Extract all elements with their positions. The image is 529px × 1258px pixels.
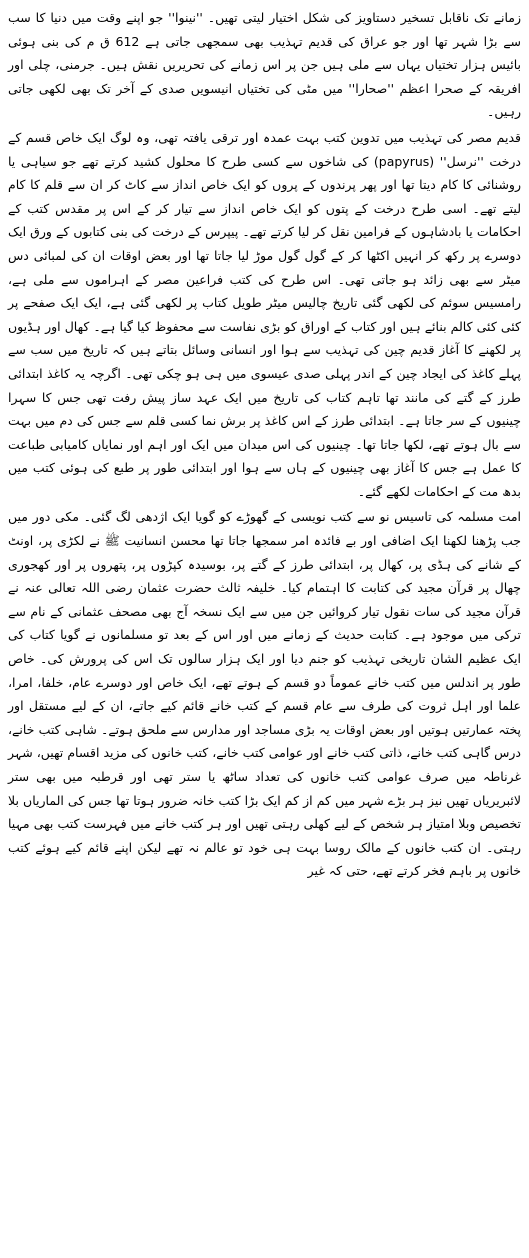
paragraph-clay-tablets: زمانے تک ناقابل تسخیر دستاویز کی شکل اختیار لیتی تھیں۔ ''نینوا'' جو اپنے وقت میں دنیا کا سب سے بڑا شہر تھا اور جو عراق کی قدیم تہذیب بھی سمجھی جاتی ہے 612 ق م کی بنی ہوئی بائیس ہزار تختیاں یہاں سے ملی ہیں جن پر اس زمانے کی تحریریں نقش ہیں۔ جرمنی، چلی اور افریقہ کے صحرا اعظم ''صحارا'' میں مٹی کی تختیاں انیسویں صدی کے آخر تک بھی لکھی جاتی رہیں۔ <box>8 10 521 120</box>
paragraph-egypt-china: قدیم مصر کی تہذیب میں تدوین کتب بہت عمدہ اور ترقی یافتہ تھی، وہ لوگ ایک خاص قسم کے درخت ''نرسل'' (papyrus) کی شاخوں سے کسی طرح کا محلول کشید کرتے تھے جو سیاہی یا روشنائی کا کام دیتا تھا اور پھر پرندوں کے پروں کو ایک خاص انداز سے کاٹ کر ان سے قلم کا کام لیتے تھے۔ اسی طرح درخت کے پتوں کو ایک خاص انداز سے تیار کر کے اس پر مقدس کتب کے احکامات یا بادشاہوں کے فرامین نقل کر لیا کرتے تھے۔ پیپرس کے درخت کی بنی کتابوں کے ورق ایک دوسرے پر رکھ کر انہیں اکٹھا کر کے گول گول موڑ لیا جاتا تھا اور بعض اوقات ان کی لمبائی دس میٹر سے بھی زائد ہو جاتی تھی۔ اس طرح کی کتب فراعین مصر کے اہراموں سے ملی ہے، رامسیس سوئم کی لکھی گئی تاریخ چالیس میٹر طویل کتاب پر لکھی گئی ہے، ایک ایک صفحے پر کئی کئی کالم بنائے ہیں اور کتاب کے اوراق کو بڑی نفاست سے محفوظ کیا گیا ہے۔ کھال اور ہڈیوں پر لکھنے کا آغاز قدیم چین کی تہذیب سے ہوا اور انسانی وسائل بتاتے ہیں کہ تاریخ میں سب سے پہلے کاغذ کی ایجاد چین کے اندر پہلی صدی عیسوی میں ہی ہو چکی تھی۔ اگرچہ یہ کاغذ ابتدائی طرز کے گتے کی مانند تھا تاہم کتاب کی تاریخ میں ایک عہد ساز پیش رفت تھی جس کا سہرا چینیوں کے سر جاتا ہے۔ ابتدائی طرز کے اس کاغذ پر برش نما کسی قلم سے جس کی دم میں بہت سے بال ہوتے تھے، لکھا جاتا تھا۔ چینیوں کی اس میدان میں ایک اور اہم اور نمایاں کامیابی طباعت کا عمل ہے جس کا آغاز بھی چینیوں کے ہاں سے ہوا اور ابتدائی طور پر طبع کی ہوئی کتب میں بدھ مت کے احکامات لکھے گئے۔ <box>8 129 521 499</box>
paragraph-muslim-libraries: امت مسلمہ کی تاسیس نو سے کتب نویسی کے گھوڑے کو گویا ایک اژدھی لگ گئی۔ مکی دور میں جب پڑھنا لکھنا ایک اضافی اور بے فائدہ امر سمجھا جاتا تھا محسن انسانیت ﷺ نے لکڑی پر، اونٹ کے شانے کی ہڈی پر، کھال پر، ابتدائی طرز کے گتے پر، بوسیدہ کپڑوں پر، پتھروں پر اور کھجوری چھال پر قرآن مجید کی کتابت کا اہتمام کیا۔ خلیفہ ثالث حضرت عثمان رضی اللہ تعالی عنہ نے قرآن مجید کی سات نقول تیار کروائیں جن میں سے ایک نسخہ آج بھی مصحف عثمانی کے نام سے ترکی میں موجود ہے۔ کتابت حدیث کے زمانے میں اور اس کے بعد تو مسلمانوں نے گویا کتاب کی ایک عظیم الشان تاریخی تہذیب کو جنم دیا اور ایک ہزار سالوں تک اس کی پرورش کی۔ خاص طور پر اندلس میں کتب خانے عموماً دو قسم کے ہوتے تھے، ایک خاص اور دوسرے عام، خلفا، امرا، علما اور اہل ثروت کی طرف سے عام قسم کے کتب خانے قائم کیے جاتے، ان کے لیے مستقل اور پختہ عمارتیں ہوتیں اور بعض اوقات یہ بڑی مساجد اور مدارس سے ملحق ہوتے۔ شاہی کتب خانے، درس گاہی کتب خانے، ذاتی کتب خانے اور عوامی کتب خانے، کتب خانوں کی مزید اقسام تھیں، شہر غرناطہ میں صرف عوامی کتب خانوں کی تعداد ساٹھ یا ستر تھی اور قرطبہ میں بھی ستر لائبریریاں تھیں نیز ہر بڑے شہر میں کم از کم ایک بڑا کتب خانہ ضرور ہوتا تھا جس کی الماریاں بلا تخصیص وبلا امتیاز ہر شخص کے لیے کھلی رہتی تھیں اور ہر کتب خانے میں فہرست کتب بھی مہیا رہتی۔ ان کتب خانوں کے مالک روسا بہت ہی خود تو عالم نہ تھے لیکن اپنے قائم کیے ہوئے کتب خانوں پر باہم فخر کرتے تھے، حتی کہ غیر <box>8 509 521 879</box>
